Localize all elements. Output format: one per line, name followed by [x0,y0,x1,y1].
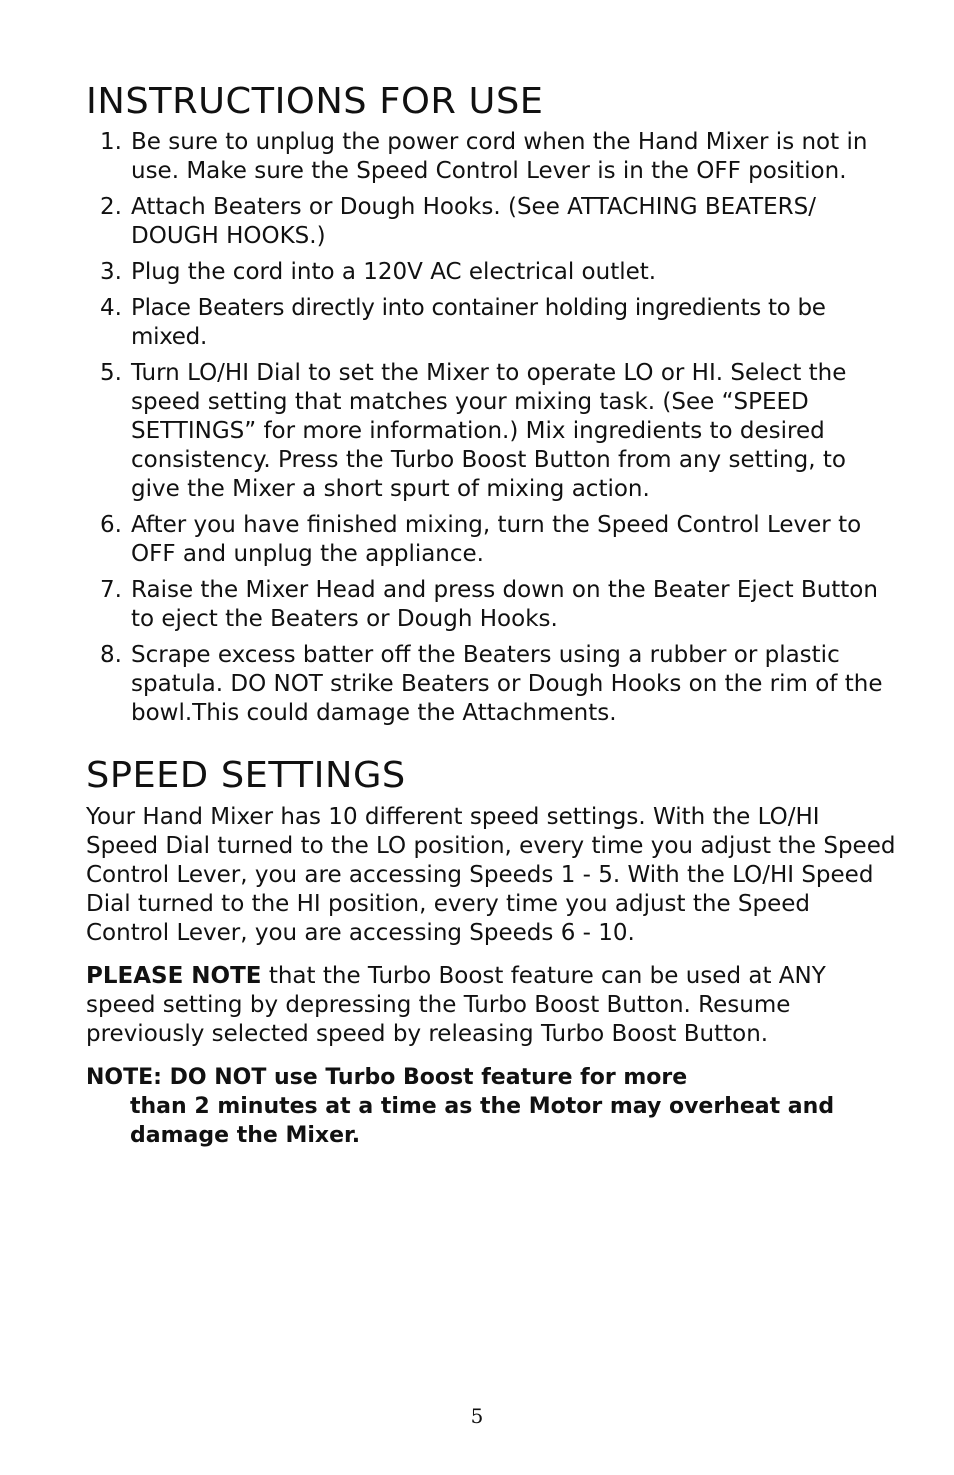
page-number: 5 [470,1404,484,1428]
note-line-1: NOTE: DO NOT use Turbo Boost feature for more [86,1065,688,1090]
instructions-heading: INSTRUCTIONS FOR USE [86,81,544,122]
list-item [100,511,900,569]
step-text: Plug the cord into a 120V AC electrical outlet. [131,259,657,285]
step-text: Be sure to unplug the power cord when the Hand Mixer is not in use. Make sure the Speed Control Lever is in the OFF position. [131,129,868,184]
please-note-lead: PLEASE NOTE [86,963,262,989]
step-text: Attach Beaters or Dough Hooks. (See ATTACHING BEATERS/ DOUGH HOOKS.) [131,194,817,249]
warning-note [86,1063,866,1150]
instructions-list [100,128,900,735]
step-number: 4. [100,295,122,321]
step-number: 7. [100,577,122,603]
list-item [100,294,900,352]
note-line-2: than 2 minutes at a time as the Motor may overheat and [130,1094,835,1119]
speed-settings-paragraph: Your Hand Mixer has 10 different speed settings. With the LO/HI Speed Dial turned to the LO position, every time you adjust the Speed Control Lever, you are accessing Speeds 1 - 5. With the LO/HI Speed Dial turned to the HI position, every time you adjust the Speed Control Lever, you are accessing Speeds 6 - 10. [86,804,896,946]
step-number: 8. [100,642,122,668]
step-text: Raise the Mixer Head and press down on the Beater Eject Button to eject the Beaters or Dough Hooks. [131,577,878,632]
speed-settings-heading: SPEED SETTINGS [86,755,406,796]
note-line-3: damage the Mixer. [130,1123,361,1148]
list-item [100,193,900,251]
step-text: Place Beaters directly into container holding ingredients to be mixed. [131,295,826,350]
list-item [100,128,900,186]
step-number: 1. [100,129,122,155]
list-item [100,359,900,504]
please-note-paragraph [86,962,896,1049]
list-item [100,641,900,728]
list-item [100,576,900,634]
step-text: After you have finished mixing, turn the Speed Control Lever to OFF and unplug the appliance. [131,512,862,567]
list-item [100,258,900,287]
step-number: 5. [100,360,122,386]
step-number: 6. [100,512,122,538]
step-text: Scrape excess batter off the Beaters using a rubber or plastic spatula. DO NOT strike Beaters or Dough Hooks on the rim of the bowl.This could damage the Attachments. [131,642,883,726]
please-note-text: that the Turbo Boost feature can be used at ANY speed setting by depressing the Turbo Boost Button. Resume previously selected speed by releasing Turbo Boost Button. [86,963,826,1047]
step-number: 3. [100,259,122,285]
step-number: 2. [100,194,122,220]
step-text: Turn LO/HI Dial to set the Mixer to operate LO or HI. Select the speed setting that matches your mixing task. (See “SPEED SETTINGS” for more information.) Mix ingredients to desired consistency. Press the Turbo Boost Button from any setting, to give the Mixer a short spurt of mixing action. [131,360,847,502]
